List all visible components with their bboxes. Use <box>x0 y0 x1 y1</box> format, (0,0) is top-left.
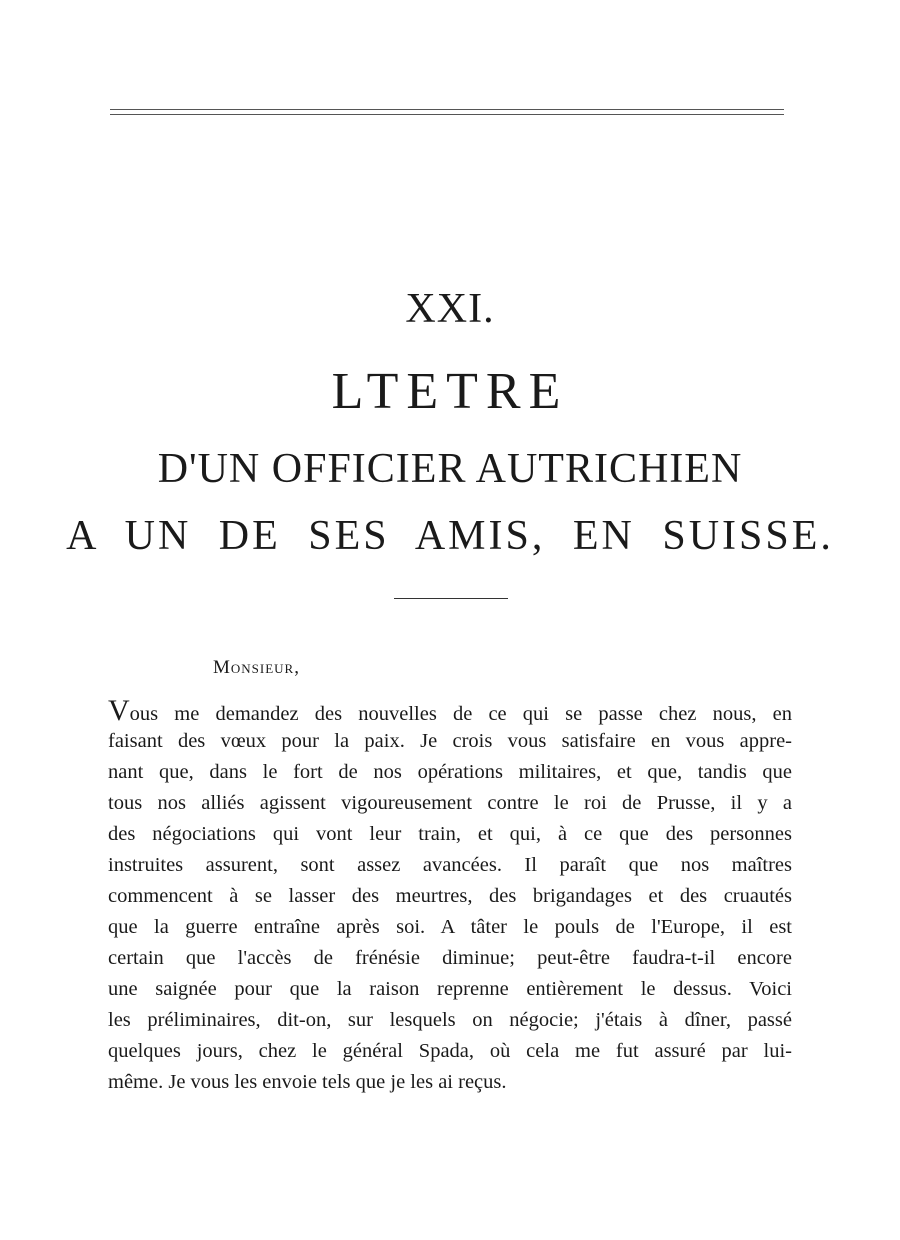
top-double-rule <box>110 109 784 115</box>
letter-line: instruites assurent, sont assez avancées. Il paraît que nos maîtres <box>108 854 792 876</box>
letter-line: les préliminaires, dit-on, sur lesquels on négocie; j'étais à dîner, passé <box>108 1009 792 1031</box>
letter-line: une saignée pour que la raison reprenne entièrement le dessus. Voici <box>108 978 792 1000</box>
letter-line-last: même. Je vous les envoie tels que je les ai reçus. <box>108 1071 507 1093</box>
letter-line: que la guerre entraîne après soi. A tâter le pouls de l'Europe, il est <box>108 916 792 938</box>
letter-line: quelques jours, chez le général Spada, où cela me fut assuré par lui- <box>108 1040 792 1062</box>
letter-body <box>108 695 792 1098</box>
letter-line: des négociations qui vont leur train, et qui, à ce que des personnes <box>108 823 792 845</box>
letter-line: faisant des vœux pour la paix. Je crois vous satisfaire en vous appre- <box>108 730 792 752</box>
letter-line: nant que, dans le fort de nos opérations militaires, et que, tandis que <box>108 761 792 783</box>
short-divider-rule <box>394 598 508 599</box>
letter-salutation: Monsieur, <box>213 657 300 678</box>
letter-line: commencent à se lasser des meurtres, des brigandages et des cruautés <box>108 885 792 907</box>
chapter-numeral: XXI. <box>405 286 495 332</box>
letter-line-1 <box>108 695 792 726</box>
subtitle-line-1: D'UN OFFICIER AUTRICHIEN <box>157 446 743 492</box>
subtitle-line-2: A UN DE SES AMIS, EN SUISSE. <box>66 513 834 559</box>
chapter-title: LTETRE <box>331 363 569 420</box>
initial-letter: V <box>108 694 130 727</box>
letter-line: tous nos alliés agissent vigoureusement contre le roi de Prusse, il y a <box>108 792 792 814</box>
letter-line-1-text: ous me demandez des nouvelles de ce qui se passe chez nous, en <box>129 703 792 725</box>
letter-line: certain que l'accès de frénésie diminue; peut-être faudra-t-il encore <box>108 947 792 969</box>
